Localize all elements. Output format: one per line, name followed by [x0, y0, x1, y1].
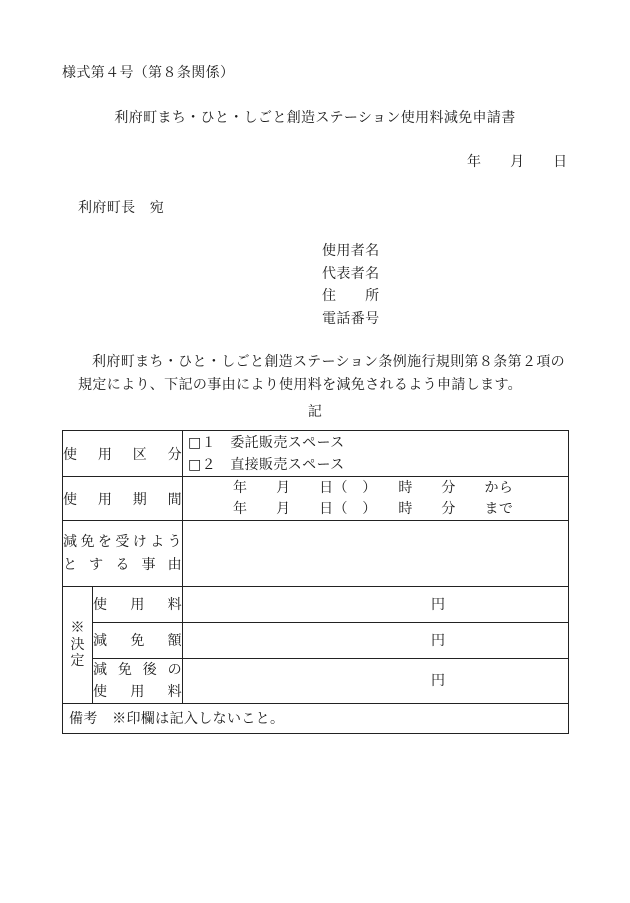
- document-title: 利府町まち・ひと・しごと創造ステーション使用料減免申請書: [114, 110, 516, 126]
- request-statement: [78, 351, 565, 397]
- period-from-line: 年 月 日（ ） 時 分 から: [233, 479, 514, 496]
- exemption-amount-label: 減 免 額: [93, 632, 182, 649]
- table-row-fee-after-exemption: [63, 659, 569, 704]
- address-label: 住 所: [322, 288, 380, 305]
- usage-fee-value-cell: [183, 587, 569, 623]
- exemption-amount-value-cell: [183, 623, 569, 659]
- option-label: ２ 直接販売スペース: [201, 456, 345, 473]
- yen-unit: 円: [431, 632, 446, 649]
- ki-heading: 記: [307, 404, 323, 420]
- table-row-reason: [63, 521, 569, 587]
- date-line: 年 月 日: [467, 154, 568, 170]
- request-statement-line: 利府町まち・ひと・しごと創造ステーション条例施行規則第８条第２項の: [92, 354, 566, 370]
- option-direct-sales-space: [183, 454, 568, 476]
- fee-after-exemption-label-cell: [93, 659, 183, 704]
- option-consignment-space: [183, 432, 568, 454]
- applicant-info-block: [322, 240, 379, 331]
- fee-after-exemption-label-line: 減免後の: [93, 662, 182, 678]
- table-row-exemption-amount: [63, 623, 569, 659]
- usage-category-label: 使 用 区 分: [63, 446, 182, 463]
- decision-label: ※決定: [70, 620, 85, 670]
- remarks-text: 備考 ※印欄は記入しないこと。: [69, 710, 285, 727]
- usage-fee-label: 使 用 料: [93, 596, 182, 613]
- fee-after-exemption-label-line: 使 用 料: [93, 684, 182, 700]
- reason-label-cell: [63, 521, 183, 587]
- form-number: 様式第４号（第８条関係）: [62, 65, 235, 81]
- option-label: １ 委託販売スペース: [201, 434, 345, 451]
- request-statement-line: 規定により、下記の事由により使用料を減免されるよう申請します。: [78, 377, 523, 393]
- reason-label-line: 減免を受けよう: [63, 533, 182, 550]
- table-row-usage-period: [63, 477, 569, 521]
- applicant-name-label: 使用者名: [322, 243, 380, 259]
- fee-after-exemption-value-cell: [183, 659, 569, 704]
- yen-unit: 円: [431, 673, 446, 689]
- checkbox-consignment[interactable]: □: [188, 434, 202, 451]
- usage-category-options-cell: [183, 431, 569, 477]
- period-to-line: 年 月 日（ ） 時 分 まで: [233, 500, 514, 517]
- representative-name-label: 代表者名: [322, 265, 380, 282]
- exemption-amount-label-cell: [93, 623, 183, 659]
- table-row-remarks: [63, 704, 569, 734]
- phone-number-label: 電話番号: [322, 311, 380, 328]
- table-row-usage-category: [63, 431, 569, 477]
- usage-period-value-cell: [183, 477, 569, 521]
- decision-label-cell: [63, 587, 93, 704]
- table-row-usage-fee: [63, 587, 569, 623]
- usage-period-label: 使 用 期 間: [63, 491, 182, 508]
- addressee: 利府町長 宛: [78, 200, 165, 216]
- usage-fee-label-cell: [93, 587, 183, 623]
- checkbox-direct-sales[interactable]: □: [188, 456, 202, 473]
- reason-value-cell: [183, 521, 569, 587]
- usage-period-label-cell: [63, 477, 183, 521]
- yen-unit: 円: [431, 596, 446, 613]
- usage-category-label-cell: [63, 431, 183, 477]
- reason-label-line: とする事由: [63, 556, 182, 573]
- remarks-cell: [63, 704, 569, 734]
- application-table: [62, 430, 569, 734]
